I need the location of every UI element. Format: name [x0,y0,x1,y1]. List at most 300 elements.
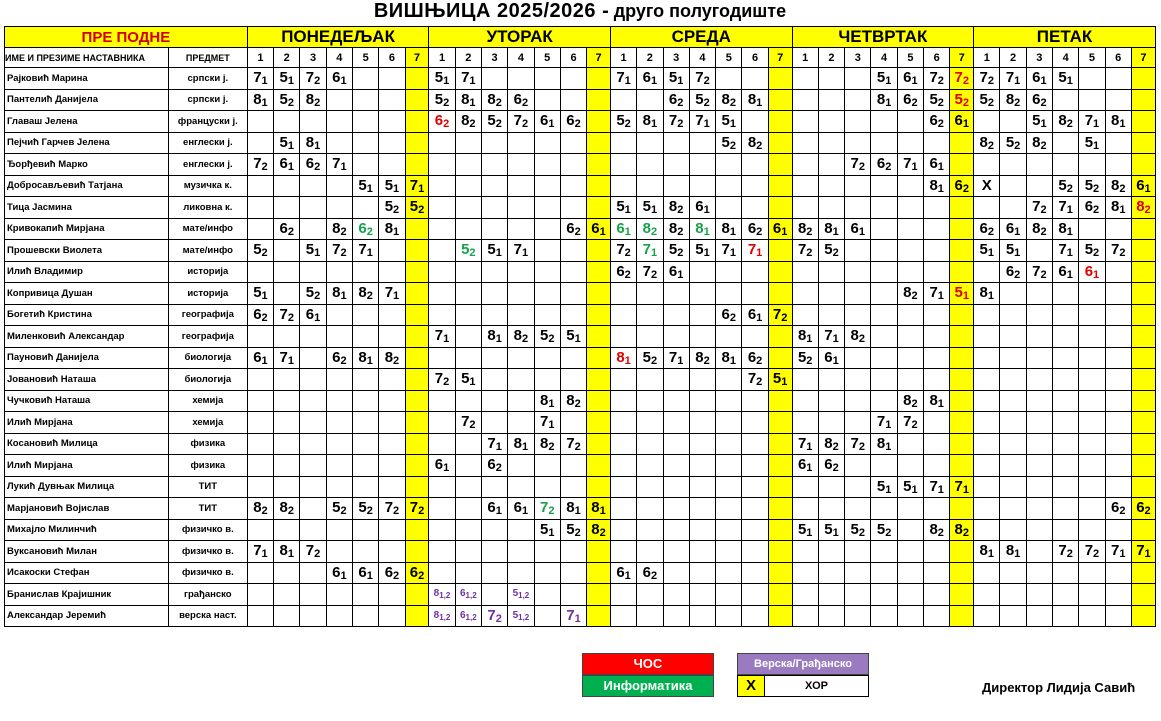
lesson-cell [610,390,636,412]
lesson-cell [742,584,768,606]
lesson-cell [663,175,689,197]
lesson-cell [689,498,715,520]
period-header: 5 [897,48,923,68]
lesson-cell [429,197,455,219]
period-header: 4 [1053,48,1079,68]
lesson-cell [924,584,950,606]
lesson-cell [1105,584,1131,606]
lesson-cell [1053,347,1079,369]
lesson-cell [1026,154,1052,176]
teacher-name: Александар Јеремић [5,605,169,627]
lesson-cell [429,498,455,520]
lesson-cell [1105,455,1131,477]
lesson-cell: $6_1$ [534,111,560,133]
lesson-cell [587,562,611,584]
lesson-cell [1026,412,1052,434]
lesson-cell [274,412,300,434]
lesson-cell [379,584,405,606]
teacher-row [5,283,1156,305]
lesson-cell [1079,433,1105,455]
teacher-subject: географија [168,326,247,348]
lesson-cell [429,261,455,283]
lesson-cell [405,326,429,348]
lesson-cell: $7_2$ [405,498,429,520]
lesson-cell [1000,369,1026,391]
lesson-cell [818,605,844,627]
lesson-cell [897,218,923,240]
lesson-cell [768,240,792,262]
lesson-cell [663,498,689,520]
day-header: ЧЕТВРТАК [792,27,974,48]
lesson-cell: $8_2$ [716,89,742,111]
lesson-cell [379,261,405,283]
lesson-cell [560,412,586,434]
lesson-cell: $5_1$ [1000,240,1026,262]
lesson-cell: $5_2$ [1000,132,1026,154]
lesson-cell [326,390,352,412]
lesson-cell [924,369,950,391]
lesson-cell [689,283,715,305]
lesson-cell: $5_2$ [818,240,844,262]
lesson-cell [792,390,818,412]
lesson-cell [1079,283,1105,305]
lesson-cell [274,261,300,283]
teacher-name: Пантелић Данијела [5,89,169,111]
lesson-cell [924,132,950,154]
lesson-cell: $5_1$ [1053,68,1079,90]
lesson-cell [534,218,560,240]
teacher-subject: мате/инфо [168,240,247,262]
lesson-cell [274,369,300,391]
schedule-sheet [4,0,1156,627]
lesson-cell [300,455,326,477]
lesson-cell [300,218,326,240]
lesson-cell [300,347,326,369]
teacher-name: Илић Мирјана [5,412,169,434]
lesson-cell [716,390,742,412]
lesson-cell [689,132,715,154]
lesson-cell: $6_1$ [429,455,455,477]
schedule-subtitle: друго полугодиште [613,1,787,21]
lesson-cell [274,175,300,197]
lesson-cell [871,455,897,477]
lesson-cell: $8_2$ [1000,89,1026,111]
lesson-cell [247,326,273,348]
lesson-cell: $6_2$ [897,89,923,111]
lesson-cell: $7_1$ [247,68,273,90]
lesson-cell [481,68,507,90]
lesson-cell [274,455,300,477]
lesson-cell [1000,476,1026,498]
lesson-cell [455,197,481,219]
teacher-subject: физичко в. [168,562,247,584]
lesson-cell [897,347,923,369]
lesson-cell [508,369,534,391]
lesson-cell [534,541,560,563]
lesson-cell [974,519,1000,541]
lesson-cell [1131,455,1155,477]
lesson-cell [508,347,534,369]
lesson-cell [845,304,871,326]
teacher-subject: ТИТ [168,498,247,520]
lesson-cell [429,304,455,326]
lesson-cell [405,111,429,133]
lesson-cell [560,197,586,219]
lesson-cell [326,584,352,606]
lesson-cell [845,412,871,434]
lesson-cell [1105,605,1131,627]
lesson-cell: $5_2$ [429,89,455,111]
lesson-cell [897,132,923,154]
lesson-cell [610,498,636,520]
lesson-cell [1000,390,1026,412]
lesson-cell [1131,68,1155,90]
lesson-cell [1131,261,1155,283]
lesson-cell [560,132,586,154]
lesson-cell: $7_1$ [1053,197,1079,219]
lesson-cell [1131,369,1155,391]
lesson-cell [663,605,689,627]
teacher-row [5,154,1156,176]
teacher-subject: историја [168,283,247,305]
lesson-cell [1026,476,1052,498]
teacher-subject: мате/инфо [168,218,247,240]
lesson-cell: $8_2$ [326,218,352,240]
lesson-cell: $7_1$ [274,347,300,369]
lesson-cell [455,326,481,348]
lesson-cell [950,326,974,348]
lesson-cell [326,455,352,477]
legend-chos: ЧОС [582,653,714,675]
lesson-cell: $6_{1,2}$ [455,584,481,606]
lesson-cell [1026,390,1052,412]
lesson-cell [429,541,455,563]
lesson-cell [950,197,974,219]
lesson-cell: $6_2$ [871,154,897,176]
lesson-cell [871,240,897,262]
lesson-cell [352,476,378,498]
teacher-row [5,132,1156,154]
lesson-cell [534,89,560,111]
lesson-cell [610,154,636,176]
lesson-cell: $5_2$ [405,197,429,219]
lesson-cell: $8_1$ [274,541,300,563]
lesson-cell [950,584,974,606]
lesson-cell: $8_2$ [560,390,586,412]
lesson-cell [455,283,481,305]
lesson-cell [534,369,560,391]
lesson-cell [587,154,611,176]
lesson-cell [379,390,405,412]
lesson-cell: $5_2$ [871,519,897,541]
lesson-cell: $5_1$ [352,175,378,197]
lesson-cell [818,476,844,498]
period-header: 1 [247,48,273,68]
lesson-cell [274,433,300,455]
lesson-cell: $6_1$ [689,197,715,219]
lesson-cell [637,175,663,197]
teacher-name: Чучковић Наташа [5,390,169,412]
period-header: 6 [560,48,586,68]
lesson-cell [610,455,636,477]
lesson-cell [405,132,429,154]
lesson-cell: $7_2$ [455,412,481,434]
lesson-cell [247,261,273,283]
lesson-cell: $8_2$ [974,132,1000,154]
lesson-cell: $8_2$ [352,283,378,305]
lesson-cell [871,218,897,240]
lesson-cell: $8_1$ [587,498,611,520]
period-header: 3 [1026,48,1052,68]
lesson-cell [481,175,507,197]
lesson-cell [405,218,429,240]
lesson-cell: $8_2$ [1026,218,1052,240]
lesson-cell [587,476,611,498]
lesson-cell [610,326,636,348]
lesson-cell [610,584,636,606]
lesson-cell [534,347,560,369]
lesson-cell [663,283,689,305]
lesson-cell: $6_1$ [508,498,534,520]
lesson-cell: $6_1$ [950,111,974,133]
teacher-row [5,519,1156,541]
lesson-cell [742,261,768,283]
lesson-cell [871,111,897,133]
lesson-cell [742,154,768,176]
lesson-cell [1026,433,1052,455]
lesson-cell: $6_2$ [247,304,273,326]
lesson-cell: $5_1$ [379,175,405,197]
lesson-cell: $7_1$ [716,240,742,262]
period-header: 3 [845,48,871,68]
lesson-cell [508,283,534,305]
lesson-cell [689,369,715,391]
lesson-cell [871,132,897,154]
lesson-cell [845,498,871,520]
lesson-cell [379,111,405,133]
lesson-cell [1079,455,1105,477]
teacher-row [5,89,1156,111]
lesson-cell [429,433,455,455]
lesson-cell [405,519,429,541]
teacher-name: Илић Мирјана [5,455,169,477]
lesson-cell: $6_1$ [818,347,844,369]
lesson-cell [352,68,378,90]
lesson-cell: $5_1$ [818,519,844,541]
lesson-cell [716,476,742,498]
lesson-cell [429,218,455,240]
lesson-cell: $6_2$ [274,218,300,240]
lesson-cell [716,519,742,541]
teacher-row [5,605,1156,627]
lesson-cell [429,175,455,197]
lesson-cell [768,261,792,283]
lesson-cell [637,455,663,477]
period-header: 3 [300,48,326,68]
lesson-cell [637,132,663,154]
lesson-cell: $7_2$ [742,369,768,391]
lesson-cell: $6_1$ [637,68,663,90]
lesson-cell: $8_1$ [974,541,1000,563]
lesson-cell: $7_1$ [326,154,352,176]
lesson-cell [1131,476,1155,498]
teacher-row [5,476,1156,498]
lesson-cell: $5_1$ [560,326,586,348]
lesson-cell: $5_1$ [1079,132,1105,154]
lesson-cell [610,89,636,111]
lesson-cell [768,283,792,305]
lesson-cell [663,455,689,477]
lesson-cell [845,562,871,584]
lesson-cell [274,240,300,262]
lesson-cell [352,261,378,283]
lesson-cell [1079,519,1105,541]
lesson-cell [716,605,742,627]
lesson-cell [637,412,663,434]
lesson-cell [1131,240,1155,262]
lesson-cell [845,541,871,563]
lesson-cell [897,455,923,477]
lesson-cell: $6_2$ [1000,261,1026,283]
lesson-cell [1131,132,1155,154]
teacher-name: Прошевски Виолета [5,240,169,262]
teacher-name: Косановић Милица [5,433,169,455]
lesson-cell [818,132,844,154]
lesson-cell [405,89,429,111]
lesson-cell [326,519,352,541]
lesson-cell [768,562,792,584]
lesson-cell: $6_2$ [429,111,455,133]
lesson-cell [950,304,974,326]
lesson-cell [508,455,534,477]
lesson-cell [845,89,871,111]
lesson-cell: $7_1$ [481,433,507,455]
lesson-cell [871,605,897,627]
lesson-cell: $8_1$ [818,218,844,240]
lesson-cell [429,154,455,176]
lesson-cell [1053,519,1079,541]
lesson-cell: $8_1$ [1105,197,1131,219]
lesson-cell [792,541,818,563]
lesson-cell: $6_{1,2}$ [455,605,481,627]
lesson-cell: $6_1$ [1079,261,1105,283]
lesson-cell [689,261,715,283]
lesson-cell [950,218,974,240]
lesson-cell: $8_1$ [560,498,586,520]
lesson-cell [429,476,455,498]
period-header: 4 [689,48,715,68]
lesson-cell: $6_1$ [663,261,689,283]
lesson-cell: $8_1$ [924,390,950,412]
lesson-cell [897,519,923,541]
lesson-cell [610,519,636,541]
lesson-cell [587,240,611,262]
lesson-cell [534,476,560,498]
lesson-cell: $5_1$ [1026,111,1052,133]
lesson-cell [300,519,326,541]
lesson-cell: $8_2$ [247,498,273,520]
lesson-cell [924,326,950,348]
teacher-name: Исакоски Стефан [5,562,169,584]
teacher-subject: енглески ј. [168,154,247,176]
lesson-cell: $5_2$ [610,111,636,133]
lesson-cell [950,132,974,154]
lesson-cell [742,476,768,498]
lesson-cell [587,347,611,369]
teacher-name: Пауновић Данијела [5,347,169,369]
teacher-subject: хемија [168,412,247,434]
shift-label: ПРЕ ПОДНЕ [5,27,248,48]
lesson-cell [534,175,560,197]
teacher-subject: физичко в. [168,519,247,541]
lesson-cell [508,304,534,326]
lesson-cell: $5_1$ [871,476,897,498]
lesson-cell [455,519,481,541]
lesson-cell [352,412,378,434]
lesson-cell [950,347,974,369]
teacher-row [5,541,1156,563]
lesson-cell [716,541,742,563]
lesson-cell: $6_1$ [1000,218,1026,240]
teacher-subject: хемија [168,390,247,412]
lesson-cell [508,218,534,240]
lesson-cell [924,412,950,434]
director-signature: Директор Лидија Савић [982,680,1136,695]
lesson-cell: $5_2$ [455,240,481,262]
lesson-cell [481,304,507,326]
lesson-cell [247,197,273,219]
lesson-cell [1105,283,1131,305]
lesson-cell: $7_2$ [974,68,1000,90]
lesson-cell [300,175,326,197]
lesson-cell [508,154,534,176]
lesson-cell [379,605,405,627]
lesson-cell [768,175,792,197]
lesson-cell: $5_1$ [610,197,636,219]
lesson-cell [560,68,586,90]
lesson-cell [1079,154,1105,176]
lesson-cell: $6_2$ [716,304,742,326]
lesson-cell [950,412,974,434]
teacher-row [5,111,1156,133]
lesson-cell [352,541,378,563]
lesson-cell: $8_2$ [845,326,871,348]
lesson-cell [610,175,636,197]
lesson-cell [689,304,715,326]
lesson-cell [1000,111,1026,133]
lesson-cell [247,218,273,240]
lesson-cell: $7_2$ [689,68,715,90]
lesson-cell [716,498,742,520]
lesson-cell [587,197,611,219]
lesson-cell [1053,562,1079,584]
teacher-name: Добросављевић Татјана [5,175,169,197]
lesson-cell [1026,541,1052,563]
lesson-cell [326,111,352,133]
lesson-cell: $6_1$ [326,68,352,90]
lesson-cell [560,154,586,176]
lesson-cell [1105,218,1131,240]
lesson-cell [1079,68,1105,90]
lesson-cell [1026,455,1052,477]
lesson-cell: $8_2$ [534,433,560,455]
lesson-cell [792,498,818,520]
lesson-cell [429,519,455,541]
lesson-cell [845,283,871,305]
lesson-cell: $6_2$ [560,111,586,133]
lesson-cell [1026,326,1052,348]
lesson-cell [300,562,326,584]
